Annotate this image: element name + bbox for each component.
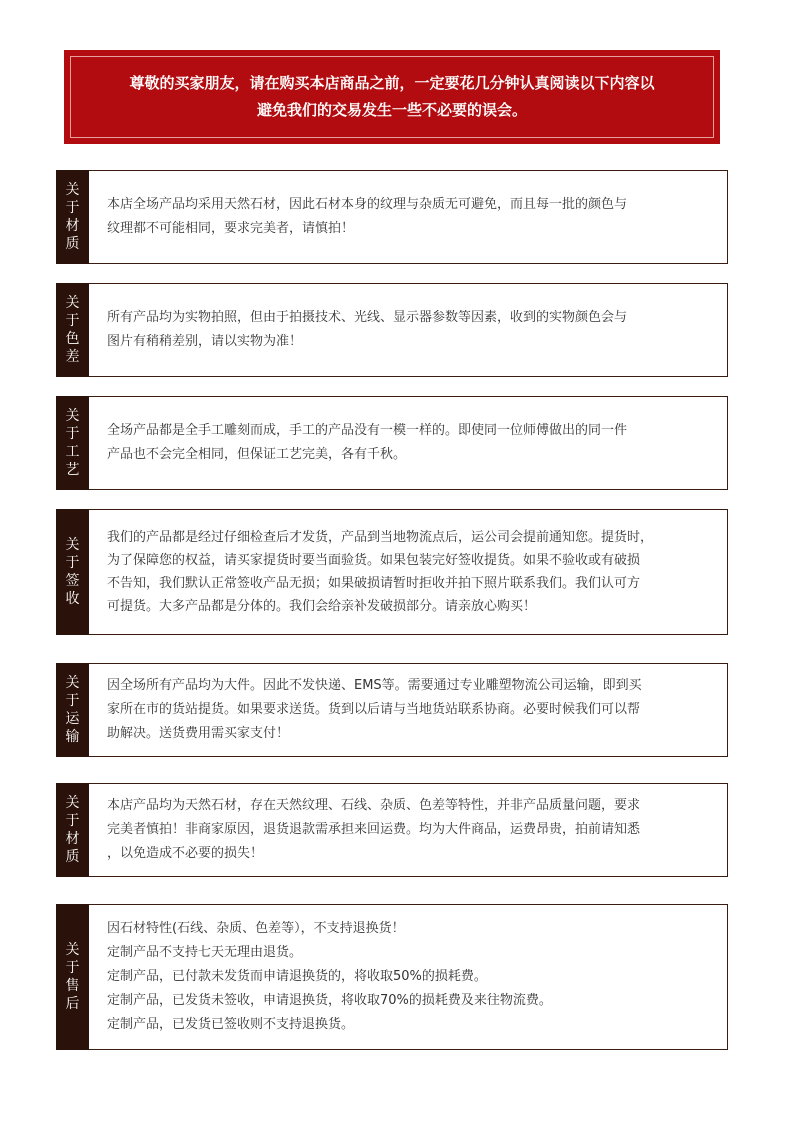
section-material-returns: [56, 783, 728, 877]
section-text-line: 家所在市的货站提货。如果要求送货。货到以后请与当地货站联系协商。必要时候我们可以帮: [107, 702, 641, 717]
section-shipping: [56, 663, 728, 757]
section-text-line: 定制产品，已发货未签收，申请退换货，将收取70%的损耗费及来往物流费。: [107, 993, 552, 1008]
section-text-line: 产品也不会完全相同，但保证工艺完美，各有千秋。: [107, 447, 407, 462]
section-text-line: 因石材特性(石线、杂质、色差等），不支持退换货！: [107, 921, 405, 936]
section-text-line: 因全场所有产品均为大件。因此不发快递、EMS等。需要通过专业雕塑物流公司运输，即到买: [107, 678, 642, 693]
section-text-line: 图片有稍稍差别，请以实物为准！: [107, 334, 303, 349]
section-content: [107, 171, 713, 263]
section-tab-label: 关于工艺: [65, 408, 80, 478]
section-content: [107, 664, 713, 756]
section-tab: [56, 283, 89, 377]
section-text-line: 不告知，我们默认正常签收产品无损；如果破损请暂时拒收并拍下照片联系我们。我们认可方: [107, 576, 641, 591]
section-text-line: 可提货。大多产品都是分体的。我们会给亲补发破损部分。请亲放心购买！: [107, 599, 537, 614]
section-tab: [56, 509, 89, 635]
section-tab-label: 关于材质: [65, 795, 80, 865]
section-text-line: 全场产品都是全手工雕刻而成，手工的产品没有一模一样的。即使同一位师傅做出的同一件: [107, 423, 628, 438]
section-tab: [56, 663, 89, 757]
section-text-line: 我们的产品都是经过仔细检查后才发货，产品到当地物流点后，运公司会提前通知您。提货时，: [107, 530, 654, 545]
section-receipt: [56, 509, 728, 635]
section-tab-label: 关于运输: [65, 675, 80, 745]
section-craft: [56, 396, 728, 490]
section-text-line: 定制产品，已付款未发货而申请退换货的，将收取50%的损耗费。: [107, 969, 487, 984]
section-color-difference: [56, 283, 728, 377]
section-text-line: 助解决。送货费用需买家支付！: [107, 726, 290, 741]
section-text-line: 定制产品，已发货已签收则不支持退换货。: [107, 1017, 355, 1032]
section-tab: [56, 170, 89, 264]
section-content: [107, 905, 713, 1049]
section-text-line: 定制产品不支持七天无理由退货。: [107, 945, 303, 960]
section-tab: [56, 904, 89, 1050]
section-text-line: 纹理都不可能相同，要求完美者，请慎拍！: [107, 221, 355, 236]
section-tab: [56, 783, 89, 877]
section-content: [107, 784, 713, 876]
section-tab: [56, 396, 89, 490]
section-tab-label: 关于色差: [65, 295, 80, 365]
section-text-line: ，以免造成不必要的损失！: [107, 846, 264, 861]
section-after-sales: [56, 904, 728, 1050]
section-material: [56, 170, 728, 264]
section-text-line: 所有产品均为实物拍照，但由于拍摄技术、光线、显示器参数等因素，收到的实物颜色会与: [107, 310, 628, 325]
section-text-line: 为了保障您的权益，请买家提货时要当面验货。如果包装完好签收提货。如果不验收或有破损: [107, 553, 641, 568]
notice-line-2: 避免我们的交易发生一些不必要的误会。: [256, 101, 527, 119]
section-tab-label: 关于签收: [65, 537, 80, 607]
section-text-line: 完美者慎拍！非商家原因，退货退款需承担来回运费。均为大件商品，运费昂贵，拍前请知悉: [107, 822, 641, 837]
notice-line-1: 尊敬的买家朋友，请在购买本店商品之前，一定要花几分钟认真阅读以下内容以: [129, 74, 655, 92]
section-text-line: 本店全场产品均采用天然石材，因此石材本身的纹理与杂质无可避免，而且每一批的颜色与: [107, 197, 628, 212]
section-content: [107, 510, 713, 634]
section-text-line: 本店产品均为天然石材，存在天然纹理、石线、杂质、色差等特性，并非产品质量问题，要求: [107, 798, 641, 813]
notice-banner: [64, 50, 720, 144]
section-tab-label: 关于材质: [65, 182, 80, 252]
section-content: [107, 284, 713, 376]
section-content: [107, 397, 713, 489]
section-tab-label: 关于售后: [65, 942, 80, 1012]
notice-banner-frame: [70, 56, 714, 138]
